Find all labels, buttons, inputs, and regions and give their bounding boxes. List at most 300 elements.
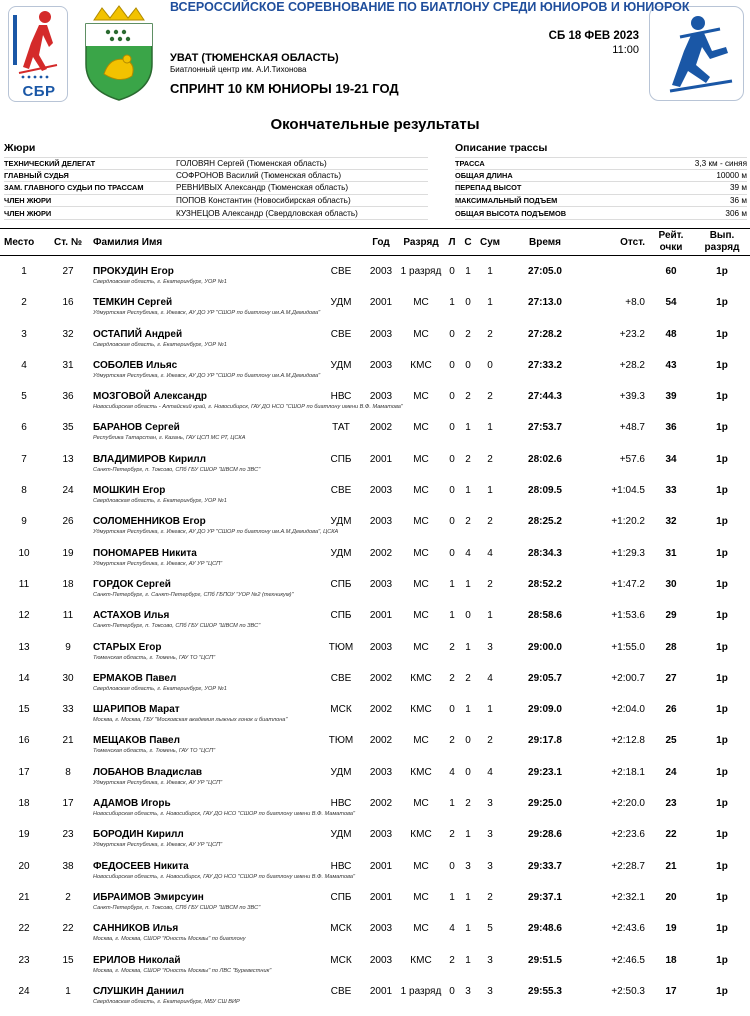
cell-prone: 4: [449, 766, 455, 778]
cell-prone: 1: [449, 578, 455, 590]
cell-club: Свердловская область, г. Екатеринбург, МБУ СШ ВИР: [93, 998, 240, 1005]
table-row: [0, 729, 750, 760]
cell-nation: СПБ: [330, 891, 352, 903]
cell-prone: 1: [449, 297, 455, 309]
cell-year: 2002: [369, 547, 393, 559]
cell-year: 2003: [369, 829, 393, 841]
cell-points: 36: [665, 422, 677, 434]
col-behind: Отст.: [620, 237, 645, 248]
cell-prone: 0: [449, 266, 455, 277]
document-title: Окончательные результаты: [270, 116, 480, 133]
sbr-logo-text: СБР: [22, 83, 56, 100]
cell-time: 27:28.2: [528, 328, 562, 340]
cell-points: 32: [665, 516, 677, 528]
cell-name: ОСТАПИЙ Андрей: [93, 328, 183, 340]
cell-bib: 31: [62, 359, 74, 371]
competition-title: ВСЕРОССИЙСКОЕ СОРЕВНОВАНИЕ ПО БИАТЛОНУ СРЕДИ ЮНИОРОВ И ЮНИОРОК: [170, 0, 690, 14]
cell-rank: 12: [18, 610, 30, 622]
cell-time: 29:05.7: [528, 672, 562, 684]
cell-category: МС: [413, 297, 429, 309]
cell-rank: 10: [18, 547, 30, 559]
cell-year: 2003: [369, 359, 393, 371]
cell-club: Москва, г. Москва, СШОР "Юность Москвы" по биатлону: [93, 936, 246, 943]
jury-table: [4, 157, 428, 220]
cell-behind: +2:32.1: [611, 891, 645, 903]
cell-sum: 1: [487, 297, 493, 309]
cell-time: 28:25.2: [528, 516, 562, 528]
cell-sum: 3: [487, 829, 493, 841]
table-row: [0, 323, 750, 354]
cell-behind: +8.0: [625, 297, 645, 309]
cell-name: МОШКИН Егор: [93, 485, 166, 497]
cell-year: 2001: [369, 297, 393, 309]
cell-time: 27:05.0: [528, 266, 562, 277]
cell-behind: +2:18.1: [611, 766, 645, 778]
cell-behind: +23.2: [619, 328, 645, 340]
cell-standing: 0: [465, 297, 471, 309]
cell-category: 1 разряд: [400, 985, 442, 997]
cell-time: 29:51.5: [528, 954, 562, 966]
course-row: [455, 195, 747, 208]
cell-nation: УДМ: [330, 766, 352, 778]
course-label: МАКСИМАЛЬНЫЙ ПОДЪЕМ: [455, 196, 558, 206]
course-value: 10000 м: [716, 170, 747, 180]
course-title: Описание трассы: [455, 142, 548, 154]
cell-standing: 2: [465, 391, 471, 403]
cell-prone: 0: [449, 485, 455, 497]
cell-time: 29:28.6: [528, 829, 562, 841]
cell-category: КМС: [410, 766, 432, 778]
cell-year: 2003: [369, 641, 393, 653]
biathlete-logo-icon: [649, 6, 744, 101]
cell-rank-category: 1р: [716, 485, 728, 497]
cell-bib: 16: [62, 297, 74, 309]
course-value: 3,3 км - синяя: [694, 158, 747, 168]
cell-name: АСТАХОВ Илья: [93, 610, 170, 622]
table-row: [0, 792, 750, 823]
cell-sum: 2: [487, 453, 493, 465]
cell-behind: +2:28.7: [611, 860, 645, 872]
cell-sum: 1: [487, 485, 493, 497]
table-row: [0, 980, 750, 1011]
cell-name: ТЕМКИН Сергей: [93, 297, 173, 309]
cell-sum: 4: [487, 547, 493, 559]
cell-rank: 23: [18, 954, 30, 966]
cell-bib: 13: [62, 453, 74, 465]
cell-name: ИБРАИМОВ Эмирсуин: [93, 891, 204, 903]
cell-points: 22: [665, 829, 677, 841]
cell-category: КМС: [410, 954, 432, 966]
cell-behind: +1:29.3: [611, 547, 645, 559]
cell-nation: НВС: [330, 860, 352, 872]
cell-sum: 2: [487, 391, 493, 403]
cell-club: Удмуртская Республика, г. Ижевск, АУ УР "ЦСП": [93, 779, 223, 786]
cell-nation: УДМ: [330, 359, 352, 371]
cell-year: 2003: [369, 923, 393, 935]
cell-club: Новосибирская область, г. Новосибирск, ГАУ ДО НСО "СШОР по биатлону имени В.Ф. Маматова": [93, 811, 355, 818]
jury-title: Жюри: [4, 142, 36, 154]
cell-name: БОРОДИН Кирилл: [93, 829, 184, 841]
cell-name: ЕРМАКОВ Павел: [93, 672, 177, 684]
cell-points: 21: [665, 860, 677, 872]
jury-row: [4, 195, 428, 208]
cell-prone: 0: [449, 516, 455, 528]
cell-rank: 1: [21, 266, 27, 277]
col-bib: Ст. №: [54, 237, 82, 248]
cell-behind: +1:55.0: [611, 641, 645, 653]
cell-category: КМС: [410, 704, 432, 716]
cell-nation: СПБ: [330, 610, 352, 622]
jury-role: ЗАМ. ГЛАВНОГО СУДЬИ ПО ТРАССАМ: [4, 183, 144, 193]
cell-sum: 3: [487, 954, 493, 966]
cell-year: 2001: [369, 453, 393, 465]
cell-bib: 33: [62, 704, 74, 716]
table-row: [0, 698, 750, 729]
cell-year: 2003: [369, 266, 393, 277]
cell-points: 29: [665, 610, 677, 622]
cell-points: 48: [665, 328, 677, 340]
cell-rank-category: 1р: [716, 860, 728, 872]
cell-prone: 2: [449, 829, 455, 841]
cell-category: 1 разряд: [400, 266, 442, 277]
cell-prone: 0: [449, 328, 455, 340]
cell-rank: 19: [18, 829, 30, 841]
cell-category: МС: [413, 328, 429, 340]
cell-category: МС: [413, 891, 429, 903]
cell-sum: 4: [487, 672, 493, 684]
cell-name: ВЛАДИМИРОВ Кирилл: [93, 453, 206, 465]
col-prone: Л: [448, 237, 456, 248]
table-row: [0, 604, 750, 635]
results-table-header: [0, 228, 750, 256]
cell-rank-category: 1р: [716, 266, 728, 277]
cell-rank-category: 1р: [716, 766, 728, 778]
col-sum: Сум: [480, 237, 501, 248]
cell-standing: 2: [465, 328, 471, 340]
race-date: СБ 18 ФЕВ 2023: [548, 30, 639, 42]
venue-name: УВАТ (ТЮМЕНСКАЯ ОБЛАСТЬ): [170, 52, 339, 64]
cell-club: Удмуртская Республика, г. Ижевск, АУ ДО УР "СШОР по биатлону им.А.М.Демидова", ЦСКА: [93, 529, 339, 536]
cell-sum: 3: [487, 860, 493, 872]
cell-points: 60: [665, 266, 677, 277]
cell-club: Новосибирская область - Алтайский край, г. Новосибирск, ГАУ ДО НСО "СШОР по биатлону имени В.Ф. Маматова": [93, 404, 403, 411]
cell-category: МС: [413, 735, 429, 747]
cell-prone: 2: [449, 735, 455, 747]
cell-rank: 6: [21, 422, 27, 434]
cell-points: 54: [665, 297, 677, 309]
venue-subtitle: Биатлонный центр им. А.И.Тихонова: [170, 65, 307, 74]
cell-year: 2003: [369, 766, 393, 778]
cell-sum: 3: [487, 641, 493, 653]
cell-standing: 0: [465, 359, 471, 371]
col-time: Время: [529, 237, 561, 248]
table-row: [0, 855, 750, 886]
cell-bib: 18: [62, 578, 74, 590]
cell-category: МС: [413, 641, 429, 653]
cell-category: МС: [413, 547, 429, 559]
cell-rank: 5: [21, 391, 27, 403]
cell-behind: +2:20.0: [611, 798, 645, 810]
cell-name: ПРОКУДИН Егор: [93, 266, 174, 277]
cell-points: 33: [665, 485, 677, 497]
cell-behind: +2:00.7: [611, 672, 645, 684]
cell-club: Москва, г. Москва, ГБУ "Московская академия лыжных гонок и биатлона": [93, 717, 288, 724]
cell-bib: 15: [62, 954, 74, 966]
cell-standing: 2: [465, 453, 471, 465]
cell-bib: 17: [62, 798, 74, 810]
cell-rank: 14: [18, 672, 30, 684]
cell-time: 27:13.0: [528, 297, 562, 309]
cell-bib: 11: [62, 610, 74, 622]
cell-rank-category: 1р: [716, 641, 728, 653]
cell-time: 28:52.2: [528, 578, 562, 590]
cell-rank-category: 1р: [716, 985, 728, 997]
cell-category: МС: [413, 860, 429, 872]
cell-year: 2001: [369, 891, 393, 903]
cell-category: КМС: [410, 672, 432, 684]
cell-name: ФЕДОСЕЕВ Никита: [93, 860, 189, 872]
jury-role: ГЛАВНЫЙ СУДЬЯ: [4, 170, 69, 180]
cell-name: АДАМОВ Игорь: [93, 798, 171, 810]
cell-time: 29:48.6: [528, 923, 562, 935]
cell-points: 24: [665, 766, 677, 778]
cell-nation: НВС: [330, 391, 352, 403]
table-row: [0, 667, 750, 698]
cell-time: 28:02.6: [528, 453, 562, 465]
course-table: [455, 157, 747, 220]
cell-prone: 0: [449, 391, 455, 403]
cell-rank-category: 1р: [716, 516, 728, 528]
cell-club: Свердловская область, г. Екатеринбург, УОР №1: [93, 685, 227, 692]
sbr-logo: [8, 6, 68, 102]
cell-name: ЛОБАНОВ Владислав: [93, 766, 203, 778]
cell-rank-category: 1р: [716, 891, 728, 903]
cell-behind: +1:20.2: [611, 516, 645, 528]
cell-category: КМС: [410, 829, 432, 841]
cell-time: 28:09.5: [528, 485, 562, 497]
table-row: [0, 354, 750, 385]
cell-points: 34: [665, 453, 677, 465]
cell-time: 29:09.0: [528, 704, 562, 716]
cell-club: Санкт-Петербург, п. Токсово, СПб ГБУ СШОР "ШВСМ по ЗВС": [93, 623, 261, 630]
course-value: 306 м: [725, 208, 747, 218]
jury-role: ЧЛЕН ЖЮРИ: [4, 196, 52, 206]
cell-points: 25: [665, 735, 677, 747]
cell-standing: 0: [465, 766, 471, 778]
course-row: [455, 157, 747, 170]
cell-rank: 8: [21, 485, 27, 497]
cell-behind: +2:43.6: [611, 923, 645, 935]
cell-bib: 23: [62, 829, 74, 841]
cell-standing: 3: [465, 985, 471, 997]
cell-club: Санкт-Петербург, п. Токсово, СПб ГБУ СШОР "ШВСМ по ЗВС": [93, 904, 261, 911]
cell-nation: СВЕ: [330, 672, 352, 684]
cell-category: МС: [413, 516, 429, 528]
cell-standing: 0: [465, 610, 471, 622]
cell-sum: 2: [487, 578, 493, 590]
cell-behind: +48.7: [619, 422, 645, 434]
cell-rank: 20: [18, 860, 30, 872]
jury-person: СОФРОНОВ Василий (Тюменская область): [176, 170, 342, 180]
cell-bib: 2: [65, 891, 71, 903]
cell-prone: 2: [449, 672, 455, 684]
cell-year: 2003: [369, 578, 393, 590]
cell-time: 29:25.0: [528, 798, 562, 810]
cell-rank-category: 1р: [716, 328, 728, 340]
col-rank-category-line1: Вып.: [709, 230, 735, 241]
cell-standing: 4: [465, 547, 471, 559]
col-category: Разряд: [403, 237, 439, 248]
cell-sum: 2: [487, 516, 493, 528]
cell-behind: +2:46.5: [611, 954, 645, 966]
race-time: 11:00: [612, 44, 639, 56]
cell-sum: 1: [487, 422, 493, 434]
cell-bib: 19: [62, 547, 74, 559]
cell-nation: ТЮМ: [328, 641, 354, 653]
table-row: [0, 573, 750, 604]
cell-behind: +2:50.3: [611, 985, 645, 997]
biathlete-red-icon: [9, 7, 69, 83]
table-row: [0, 260, 750, 291]
cell-nation: НВС: [330, 798, 352, 810]
cell-sum: 5: [487, 923, 493, 935]
cell-prone: 1: [449, 798, 455, 810]
course-label: ОБЩАЯ ВЫСОТА ПОДЪЕМОВ: [455, 208, 567, 218]
cell-club: Свердловская область, г. Екатеринбург, УОР №1: [93, 279, 227, 285]
cell-time: 27:53.7: [528, 422, 562, 434]
cell-sum: 1: [487, 610, 493, 622]
cell-points: 43: [665, 359, 677, 371]
cell-points: 17: [665, 985, 677, 997]
cell-year: 2003: [369, 516, 393, 528]
cell-club: Свердловская область, г. Екатеринбург, УОР №1: [93, 498, 227, 505]
col-year: Год: [372, 237, 390, 248]
cell-year: 2001: [369, 610, 393, 622]
cell-rank-category: 1р: [716, 297, 728, 309]
cell-rank-category: 1р: [716, 422, 728, 434]
cell-club: Удмуртская Республика, г. Ижевск, АУ ДО УР "СШОР по биатлону им.А.М.Демидова": [93, 310, 321, 317]
cell-prone: 1: [449, 610, 455, 622]
col-standing: С: [464, 237, 472, 248]
cell-rank-category: 1р: [716, 578, 728, 590]
cell-rank: 22: [18, 923, 30, 935]
cell-prone: 0: [449, 453, 455, 465]
course-value: 36 м: [729, 196, 747, 206]
cell-bib: 35: [62, 422, 74, 434]
cell-rank-category: 1р: [716, 798, 728, 810]
table-row: [0, 542, 750, 573]
cell-name: СТАРЫХ Егор: [93, 641, 162, 653]
cell-club: Свердловская область, г. Екатеринбург, УОР №1: [93, 341, 227, 348]
cell-rank-category: 1р: [716, 923, 728, 935]
cell-name: МОЗГОВОЙ Александр: [93, 391, 208, 403]
cell-bib: 9: [65, 641, 71, 653]
jury-person: КУЗНЕЦОВ Александр (Свердловская область): [176, 208, 358, 218]
cell-bib: 32: [62, 328, 74, 340]
cell-rank: 11: [18, 578, 30, 590]
cell-rank: 24: [18, 985, 30, 997]
cell-sum: 1: [487, 266, 493, 277]
cell-club: Республика Татарстан, г. Казань, ГАУ ЦСП МС РТ, ЦСКА: [93, 435, 246, 442]
cell-rank-category: 1р: [716, 359, 728, 371]
cell-rank: 21: [18, 891, 30, 903]
cell-prone: 1: [449, 891, 455, 903]
course-label: ПЕРЕПАД ВЫСОТ: [455, 183, 522, 193]
cell-standing: 2: [465, 798, 471, 810]
cell-nation: СПБ: [330, 578, 352, 590]
cell-behind: +2:23.6: [611, 829, 645, 841]
cell-year: 2002: [369, 798, 393, 810]
cell-points: 19: [665, 923, 677, 935]
cell-prone: 0: [449, 985, 455, 997]
cell-standing: 1: [465, 704, 471, 716]
jury-role: ЧЛЕН ЖЮРИ: [4, 208, 52, 218]
jury-person: ГОЛОВЯН Сергей (Тюменская область): [176, 158, 327, 168]
course-row: [455, 207, 747, 220]
cell-bib: 24: [62, 485, 74, 497]
cell-rank: 9: [21, 516, 27, 528]
cell-rank-category: 1р: [716, 735, 728, 747]
cell-club: Удмуртская Республика, г. Ижевск, АУ УР "ЦСП": [93, 842, 223, 849]
cell-prone: 2: [449, 641, 455, 653]
cell-category: МС: [413, 485, 429, 497]
cell-name: ШАРИПОВ Марат: [93, 704, 180, 716]
table-row: [0, 917, 750, 948]
course-value: 39 м: [729, 183, 747, 193]
cell-rank-category: 1р: [716, 547, 728, 559]
cell-club: Удмуртская Республика, г. Ижевск, АУ ДО УР "СШОР по биатлону им.А.М.Демидова": [93, 372, 321, 379]
cell-points: 28: [665, 641, 677, 653]
cell-nation: СПБ: [330, 453, 352, 465]
cell-club: Новосибирская область, г. Новосибирск, ГАУ ДО НСО "СШОР по биатлону имени В.Ф. Маматова": [93, 873, 355, 880]
cell-time: 29:17.8: [528, 735, 562, 747]
cell-time: 29:37.1: [528, 891, 562, 903]
cell-rank: 3: [21, 328, 27, 340]
cell-name: СЛУШКИН Даниил: [93, 985, 184, 997]
cell-year: 2003: [369, 954, 393, 966]
cell-name: ЕРИЛОВ Николай: [93, 954, 181, 966]
cell-rank: 4: [21, 359, 27, 371]
cell-points: 18: [665, 954, 677, 966]
race-title: СПРИНТ 10 КМ ЮНИОРЫ 19-21 ГОД: [170, 81, 399, 96]
cell-points: 20: [665, 891, 677, 903]
cell-club: Тюменская область, г. Тюмень, ГАУ ТО "ЦСП": [93, 654, 216, 661]
cell-year: 2002: [369, 704, 393, 716]
cell-bib: 22: [62, 923, 74, 935]
jury-row: [4, 157, 428, 170]
table-row: [0, 886, 750, 917]
cell-sum: 3: [487, 798, 493, 810]
cell-points: 23: [665, 798, 677, 810]
cell-time: 28:58.6: [528, 610, 562, 622]
cell-nation: СВЕ: [330, 266, 352, 277]
cell-behind: +1:47.2: [611, 578, 645, 590]
cell-year: 2002: [369, 735, 393, 747]
col-points-line2: очки: [659, 242, 683, 253]
col-rank-category: [700, 230, 744, 254]
course-label: ОБЩАЯ ДЛИНА: [455, 170, 513, 180]
cell-rank: 16: [18, 735, 30, 747]
cell-standing: 1: [465, 829, 471, 841]
cell-rank: 13: [18, 641, 30, 653]
cell-sum: 0: [487, 359, 493, 371]
col-points-line1: Рейт.: [658, 230, 684, 241]
col-name: Фамилия Имя: [93, 237, 163, 248]
cell-nation: МСК: [330, 704, 352, 716]
cell-rank-category: 1р: [716, 829, 728, 841]
cell-year: 2001: [369, 985, 393, 997]
cell-points: 27: [665, 672, 677, 684]
